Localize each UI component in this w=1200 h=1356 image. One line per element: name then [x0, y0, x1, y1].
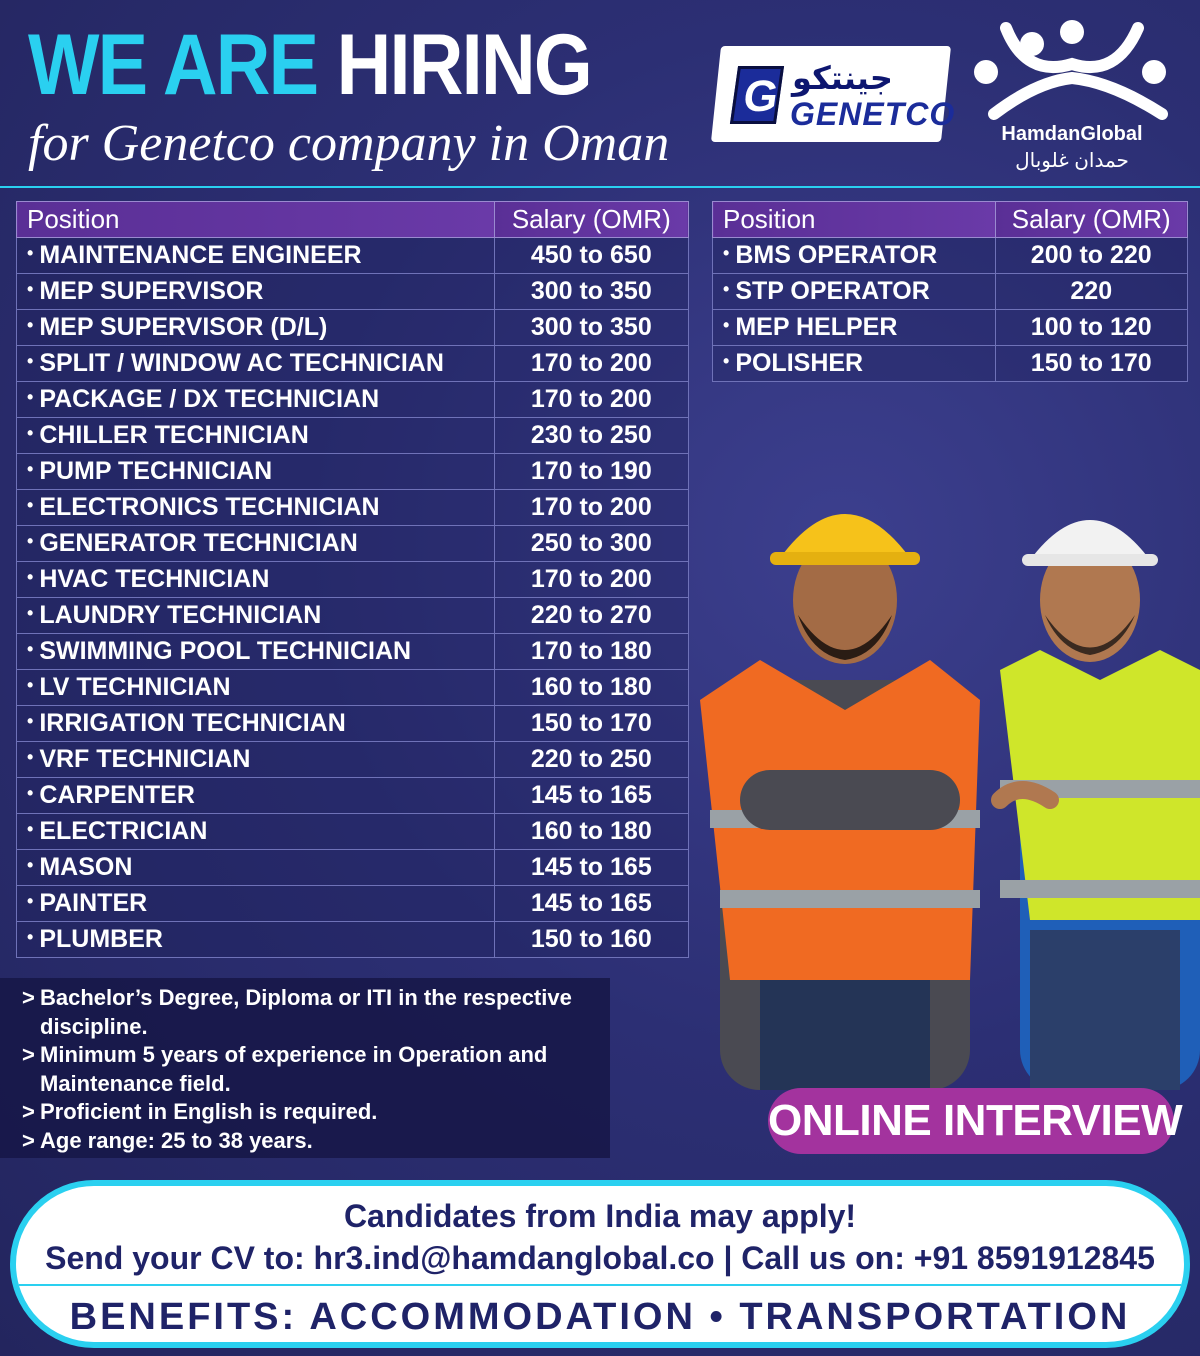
salary-cell: 150 to 160 [494, 922, 688, 958]
position-cell [17, 418, 495, 454]
workers-photo [700, 480, 1200, 1090]
bullet-icon: • [27, 386, 34, 407]
hamdan-global-name: HamdanGlobal [1001, 123, 1143, 145]
salary-cell: 145 to 165 [494, 886, 688, 922]
jobs-table-right [712, 201, 1188, 382]
position-cell [17, 886, 495, 922]
position-cell [17, 454, 495, 490]
salary-cell: 170 to 200 [494, 490, 688, 526]
position-label: POLISHER [735, 349, 864, 377]
position-cell [17, 526, 495, 562]
position-label: PLUMBER [39, 925, 163, 953]
requirement-text: Bachelor’s Degree, Diploma or ITI in the respective discipline. [40, 985, 572, 1039]
bullet-icon: • [723, 278, 730, 299]
position-cell [713, 346, 996, 382]
subtitle: for Genetco company in Oman [28, 115, 670, 172]
salary-cell: 150 to 170 [494, 706, 688, 742]
table-row [17, 382, 689, 418]
salary-cell: 160 to 180 [494, 814, 688, 850]
chevron-right-icon: > [22, 985, 35, 1010]
bullet-icon: • [27, 458, 34, 479]
chevron-right-icon: > [22, 1099, 35, 1124]
salary-cell: 170 to 200 [494, 562, 688, 598]
benefits-text: BENEFITS: ACCOMMODATION • TRANSPORTATION [69, 1296, 1131, 1338]
bullet-icon: • [27, 674, 34, 695]
hamdan-figures-icon [966, 18, 1178, 122]
position-label: PAINTER [39, 889, 148, 917]
table-row [713, 238, 1188, 274]
salary-cell: 170 to 200 [494, 346, 688, 382]
salary-cell: 230 to 250 [494, 418, 688, 454]
table-row [17, 850, 689, 886]
position-cell [17, 778, 495, 814]
table-header-row [713, 202, 1188, 238]
header-salary: Salary (OMR) [995, 202, 1187, 238]
position-label: PACKAGE / DX TECHNICIAN [39, 385, 380, 413]
position-label: IRRIGATION TECHNICIAN [39, 709, 346, 737]
position-cell [17, 274, 495, 310]
salary-cell: 250 to 300 [494, 526, 688, 562]
worker-right-figure [1000, 520, 1200, 1090]
table-header-row [17, 202, 689, 238]
position-label: BMS OPERATOR [735, 241, 938, 269]
headline [28, 17, 591, 113]
genetco-mark-icon: G [730, 66, 784, 124]
salary-cell: 160 to 180 [494, 670, 688, 706]
table-row [713, 310, 1188, 346]
table-row [17, 526, 689, 562]
bullet-icon: • [27, 782, 34, 803]
eligibility-text: Candidates from India may apply! [343, 1198, 857, 1234]
header-position: Position [713, 202, 996, 238]
position-cell [713, 238, 996, 274]
table-row [17, 310, 689, 346]
salary-cell: 170 to 180 [494, 634, 688, 670]
footer-panel [10, 1180, 1190, 1348]
header-position: Position [17, 202, 495, 238]
table-row [713, 274, 1188, 310]
table-row [713, 346, 1188, 382]
bullet-icon: • [27, 350, 34, 371]
table-row [17, 706, 689, 742]
jobs-table-left [16, 201, 689, 958]
position-label: CHILLER TECHNICIAN [39, 421, 309, 449]
requirement-text: Minimum 5 years of experience in Operation and Maintenance field. [40, 1042, 548, 1096]
requirement-item [22, 1098, 596, 1127]
requirement-text: Proficient in English is required. [40, 1099, 378, 1124]
position-cell [17, 346, 495, 382]
position-cell [17, 562, 495, 598]
bullet-icon: • [27, 278, 34, 299]
position-cell [17, 814, 495, 850]
bullet-icon: • [27, 746, 34, 767]
genetco-logo [711, 46, 956, 142]
salary-cell: 100 to 120 [995, 310, 1187, 346]
table-row [17, 346, 689, 382]
position-label: VRF TECHNICIAN [39, 745, 251, 773]
bullet-icon: • [27, 314, 34, 335]
bullet-icon: • [27, 566, 34, 587]
position-cell [17, 922, 495, 958]
headline-hiring: HIRING [336, 17, 591, 113]
bullet-icon: • [723, 350, 730, 371]
position-label: STP OPERATOR [735, 277, 930, 305]
contact-text: Send your CV to: hr3.ind@hamdanglobal.co | Call us on: +91 8591912845 [45, 1240, 1155, 1276]
table-row [17, 562, 689, 598]
position-label: LAUNDRY TECHNICIAN [39, 601, 322, 629]
salary-cell: 145 to 165 [494, 850, 688, 886]
position-cell [17, 850, 495, 886]
table-row [17, 238, 689, 274]
position-cell [17, 634, 495, 670]
chevron-right-icon: > [22, 1127, 35, 1153]
position-label: ELECTRONICS TECHNICIAN [39, 493, 380, 521]
table-row [17, 418, 689, 454]
table-row [17, 454, 689, 490]
bullet-icon: • [27, 494, 34, 515]
position-cell [17, 742, 495, 778]
position-cell [17, 238, 495, 274]
table-row [17, 274, 689, 310]
table-row [17, 778, 689, 814]
header-salary: Salary (OMR) [494, 202, 688, 238]
position-cell [17, 310, 495, 346]
salary-cell: 220 to 250 [494, 742, 688, 778]
salary-cell: 450 to 650 [494, 238, 688, 274]
headline-we-are: WE ARE [28, 17, 318, 113]
bullet-icon: • [27, 638, 34, 659]
table-row [17, 670, 689, 706]
table-row [17, 598, 689, 634]
salary-cell: 300 to 350 [494, 274, 688, 310]
position-cell [17, 706, 495, 742]
footer-divider [16, 1284, 1184, 1286]
position-label: LV TECHNICIAN [39, 673, 231, 701]
online-interview-badge: ONLINE INTERVIEW [768, 1088, 1174, 1154]
genetco-english-name: GENETCO [790, 96, 956, 132]
position-label: HVAC TECHNICIAN [39, 565, 270, 593]
salary-cell: 200 to 220 [995, 238, 1187, 274]
position-label: SPLIT / WINDOW AC TECHNICIAN [39, 349, 444, 377]
table-row [17, 742, 689, 778]
position-label: SWIMMING POOL TECHNICIAN [39, 637, 412, 665]
bullet-icon: • [27, 926, 34, 947]
position-cell [17, 490, 495, 526]
position-label: MEP HELPER [735, 313, 898, 341]
salary-cell: 220 [995, 274, 1187, 310]
position-label: GENERATOR TECHNICIAN [39, 529, 358, 557]
bullet-icon: • [27, 890, 34, 911]
position-cell [713, 274, 996, 310]
table-row [17, 922, 689, 958]
bullet-icon: • [27, 530, 34, 551]
position-cell [17, 598, 495, 634]
bullet-icon: • [27, 242, 34, 263]
bullet-icon: • [723, 314, 730, 335]
bullet-icon: • [27, 818, 34, 839]
position-label: CARPENTER [39, 781, 195, 809]
bullet-icon: • [27, 422, 34, 443]
salary-cell: 220 to 270 [494, 598, 688, 634]
bullet-icon: • [27, 710, 34, 731]
requirements-list [0, 978, 610, 1158]
bullet-icon: • [27, 854, 34, 875]
hamdan-global-logo [966, 18, 1178, 178]
salary-cell: 170 to 190 [494, 454, 688, 490]
requirement-item [22, 984, 596, 1041]
position-label: MAINTENANCE ENGINEER [39, 241, 362, 269]
position-label: MASON [39, 853, 133, 881]
chevron-right-icon: > [22, 1042, 35, 1067]
salary-cell: 170 to 200 [494, 382, 688, 418]
salary-cell: 150 to 170 [995, 346, 1187, 382]
position-cell [713, 310, 996, 346]
position-label: ELECTRICIAN [39, 817, 208, 845]
table-row [17, 634, 689, 670]
table-row [17, 814, 689, 850]
table-row [17, 886, 689, 922]
position-cell [17, 382, 495, 418]
requirement-item [22, 1041, 596, 1098]
table-row [17, 490, 689, 526]
header-divider [0, 186, 1200, 188]
position-cell [17, 670, 495, 706]
requirement-item [22, 1127, 596, 1156]
worker-left-figure [700, 514, 980, 1090]
salary-cell: 145 to 165 [494, 778, 688, 814]
genetco-arabic-name: جينتكو [792, 60, 893, 96]
salary-cell: 300 to 350 [494, 310, 688, 346]
bullet-icon: • [723, 242, 730, 263]
position-label: PUMP TECHNICIAN [39, 457, 273, 485]
position-label: MEP SUPERVISOR (D/L) [39, 313, 328, 341]
bullet-icon: • [27, 602, 34, 623]
hamdan-global-arabic: حمدان غلوبال [1015, 150, 1129, 172]
requirement-text: Age range: 25 to 38 years. [40, 1127, 313, 1153]
position-label: MEP SUPERVISOR [39, 277, 264, 305]
